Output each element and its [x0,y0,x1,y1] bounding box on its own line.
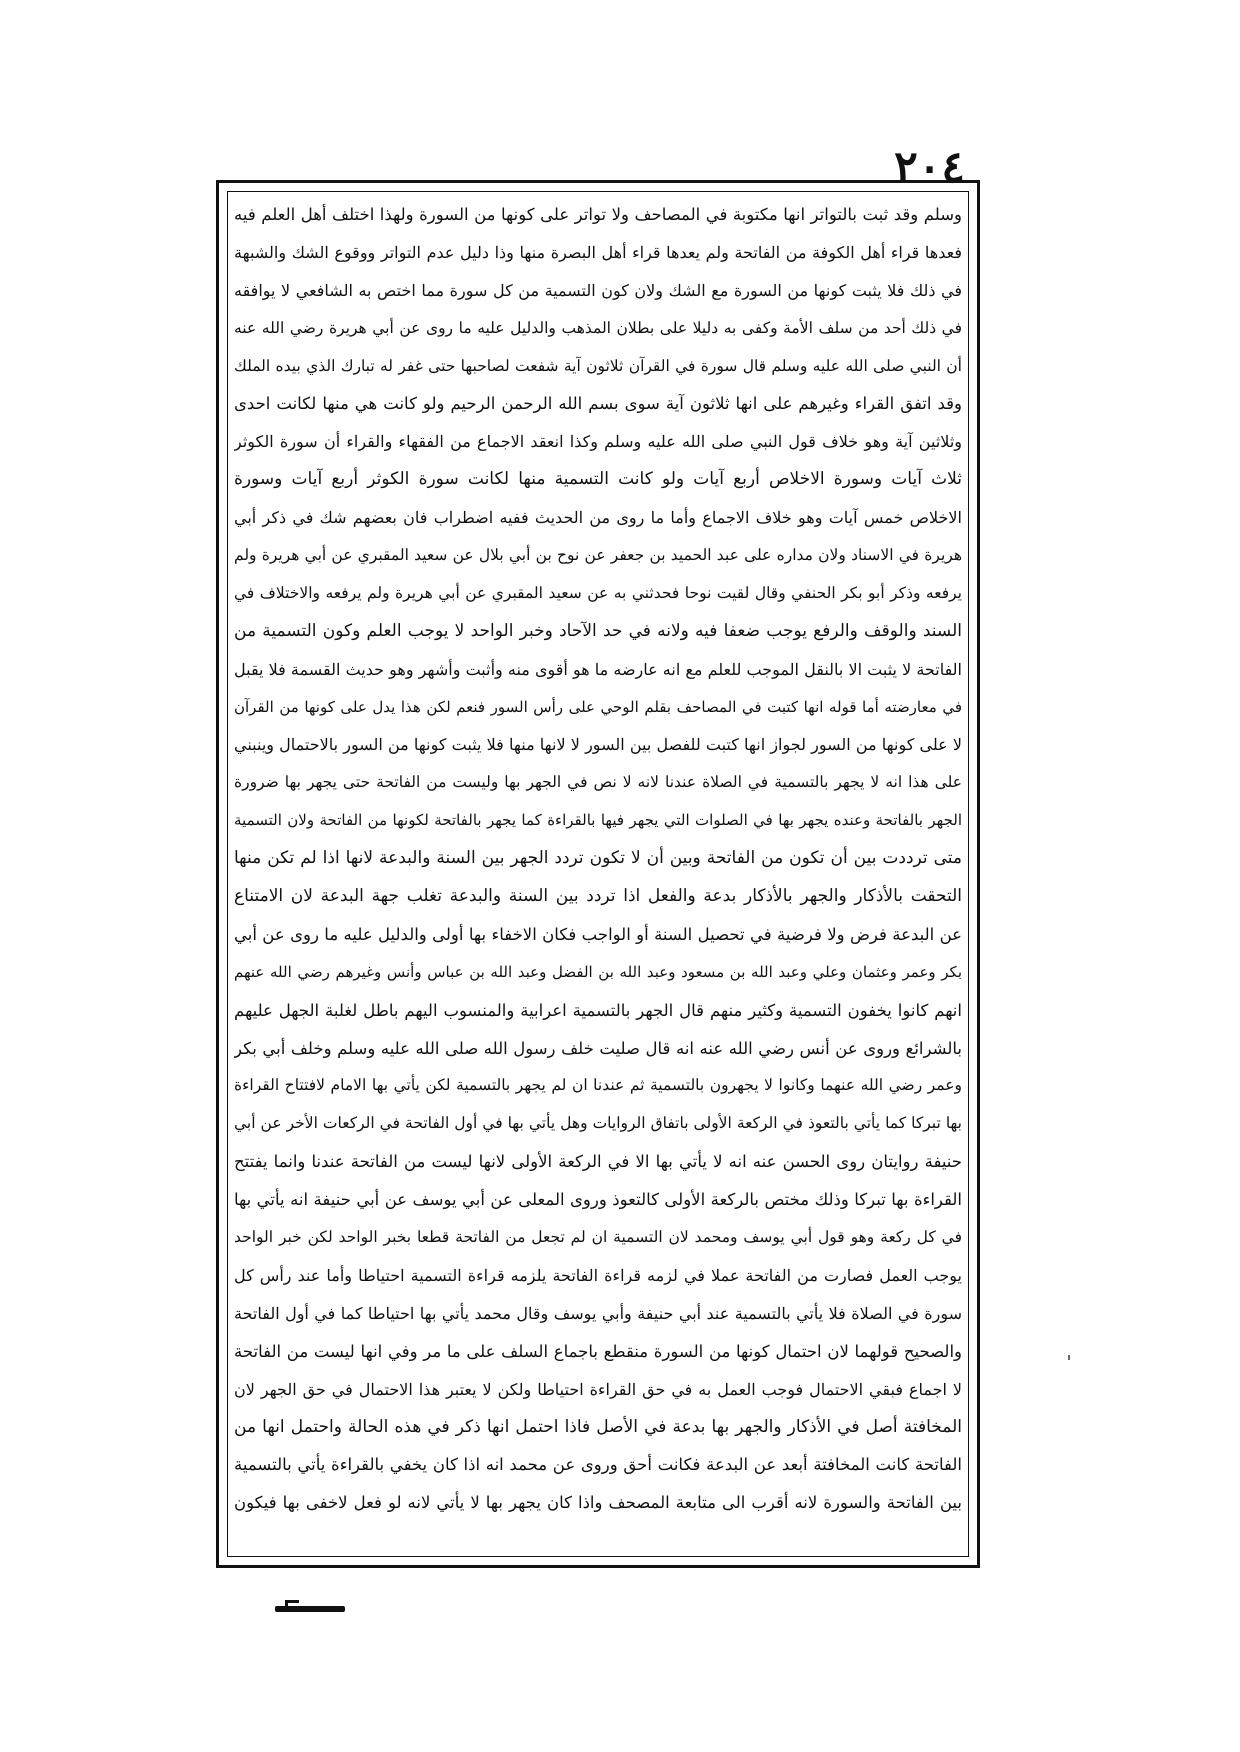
text-line: في ذلك فلا يثبت كونها من السورة مع الشك ولان كون التسمية من كل سورة مما اختص به الشافعي لا يوافقه [234,280,962,300]
text-line: أن النبي صلى الله عليه وسلم قال سورة في القرآن ثلاثون آية شفعت لصاحبها حتى غفر له تبارك الذي بيده الملك [234,356,962,375]
text-line: بها تبركا كما يأتي بالتعوذ في الركعة الأولى باتفاق الروايات وهل يأتي بها في أول الفاتحة في الركعات الأخر عن أبي [234,1114,962,1133]
text-line: بين الفاتحة والسورة لانه أقرب الى متابعة المصحف واذا كان يجهر بها لا يأتي لانه لو فعل لاخفى بها فيكون [234,1493,962,1513]
text-line: لا اجماع فبقي الاحتمال فوجب العمل به في حق القراءة احتياطا ولكن لا يعتبر هذا الاحتمال في حق الجهر لان [234,1379,962,1399]
text-line: فعدها قراء أهل الكوفة من الفاتحة ولم يعدها قراء أهل البصرة منها وذا دليل عدم التواتر ووقوع الشك والشبهة [234,242,962,262]
text-line: الفاتحة لا يثبت الا بالنقل الموجب للعلم مع انه عارضه ما هو أقوى منه وأثبت وأشهر وهو حديث القسمة فلا يقبل [234,659,962,679]
text-line: في كل ركعة وهو قول أبي يوسف ومحمد لان التسمية ان لم تجعل من الفاتحة قطعا بخبر الواحد لكن خبر الواحد [234,1228,962,1247]
text-frame-inner [227,191,969,1557]
text-line: السند والوقف والرفع يوجب ضعفا فيه ولانه في حد الآحاد وخبر الواحد لا يوجب العلم وكون التسمية من [234,620,962,641]
text-line: وقد اتفق القراء وغيرهم على انها ثلاثون آية سوى بسم الله الرحمن الرحيم ولو كانت هي منها لكانت احدى [234,394,962,414]
text-line: في ذلك أحد من سلف الأمة وكفى به دليلا على بطلان المذهب والدليل عليه ما روى عن أبي هريرة رضي الله عنه [234,318,962,337]
text-body [234,196,962,1522]
text-frame [216,180,980,1568]
text-line: الجهر بالفاتحة وعنده يجهر بها في الصلوات التي يجهر فيها بالقراءة كما يجهر بالفاتحة لكونها من الفاتحة ولان التسمية [234,811,962,830]
text-line: الاخلاص خمس آيات وهو خلاف الاجماع وأما ما روى من الحديث ففيه اضطراب فان بعضهم شك في ذكر أبي [234,508,962,528]
text-line: متى ترددت بين أن تكون من الفاتحة وبين أن لا تكون تردد الجهر بين السنة والبدعة لانها اذا لم تكن منها [234,848,962,869]
text-line: يرفعه وذكر أبو بكر الحنفي وقال لقيت نوحا فحدثني به عن سعيد المقبري عن أبي هريرة ولم يرفعه والاختلاف في [234,583,962,602]
text-line: ثلاث آيات وسورة الاخلاص أربع آيات ولو كانت التسمية منها لكانت سورة الكوثر أربع آيات وسورة [234,469,962,490]
text-line: المخافتة أصل في الأذكار والجهر بها بدعة في الأصل فاذا احتمل انها ذكر في هذه الحالة واحتمل انها من [234,1416,962,1437]
text-line: سورة في الصلاة فلا يأتي بالتسمية عند أبي حنيفة وأبي يوسف وقال محمد يأتي بها احتياطا كما في أول الفاتحة [234,1303,962,1323]
footer-ornament [275,1606,345,1612]
text-line: حنيفة روايتان روى الحسن عنه انه لا يأتي بها الا في الركعة الأولى لانها ليست من الفاتحة عندنا وانما يفتتح [234,1152,962,1172]
text-line: وسلم وقد ثبت بالتواتر انها مكتوبة في المصاحف ولا تواتر على كونها من السورة ولهذا اختلف أهل العلم فيه [234,205,962,224]
text-line: انهم كانوا يخفون التسمية وكثير منهم قال الجهر بالتسمية اعرابية والمنسوب اليهم باطل لغلبة الجهل عليهم [234,1000,962,1020]
text-line: الفاتحة كانت المخافتة أبعد عن البدعة فكانت أحق وروى عن محمد انه اذا كان يخفي بالقراءة يأتي بالتسمية [234,1455,962,1475]
text-line: يوجب العمل فصارت من الفاتحة عملا في لزمه قراءة الفاتحة يلزمه قراءة التسمية احتياطا وأما عند رأس كل [234,1265,962,1285]
text-line: هريرة في الاسناد ولان مداره على عبد الحميد بن جعفر عن نوح بن أبي بلال عن سعيد المقبري عن أبي هريرة ولم [234,546,962,565]
text-line: بالشرائع وروى عن أنس رضي الله عنه انه قال صليت خلف رسول الله صلى الله عليه وسلم وخلف أبي بكر [234,1038,962,1058]
text-line: في معارضته أما قوله انها كتبت في المصاحف بقلم الوحي على رأس السور فنعم لكن هذا يدل على كونها من القرآن [234,697,962,716]
text-line: التحقت بالأذكار والجهر بالأذكار بدعة والفعل اذا تردد بين السنة والبدعة تغلب جهة البدعة لان الامتناع [234,886,962,907]
text-line: وعمر رضي الله عنهما وكانوا لا يجهرون بالتسمية ثم عندنا ان لم يجهر بالتسمية لكن يأتي بها الامام لافتتاح القراءة [234,1076,962,1095]
text-line: والصحيح قولهما لان احتمال كونها من السورة منقطع باجماع السلف على ما مر وفي انها ليست من الفاتحة [234,1341,962,1361]
text-line: بكر وعمر وعثمان وعلي وعبد الله بن مسعود وعبد الله بن الفضل وعبد الله بن عباس وأنس وغيرهم رضي الله عنهم [234,962,962,981]
text-line: وثلاثين آية وهو خلاف قول النبي صلى الله عليه وسلم وكذا انعقد الاجماع من الفقهاء والقراء أن سورة الكوثر [234,432,962,452]
text-line: القراءة بها تبركا وذلك مختص بالركعة الأولى كالتعوذ وروى المعلى عن أبي يوسف عن أبي حنيفة انه يأتي بها [234,1190,962,1210]
text-line: على هذا انه لا يجهر بالتسمية في الصلاة عندنا لانه لا نص في الجهر بها وليست من الفاتحة حتى يجهر بها ضرورة [234,773,962,792]
margin-speck [1068,1355,1070,1360]
page-number: ٢٠٤ [894,142,965,193]
text-line: عن البدعة فرض ولا فرضية في تحصيل السنة أو الواجب فكان الاخفاء بها أولى والدليل عليه ما روى عن أبي [234,924,962,944]
text-line: لا على كونها من السور لجواز انها كتبت للفصل بين السور لا لانها منها فلا يثبت كونها من السور بالاحتمال وينبني [234,735,962,755]
